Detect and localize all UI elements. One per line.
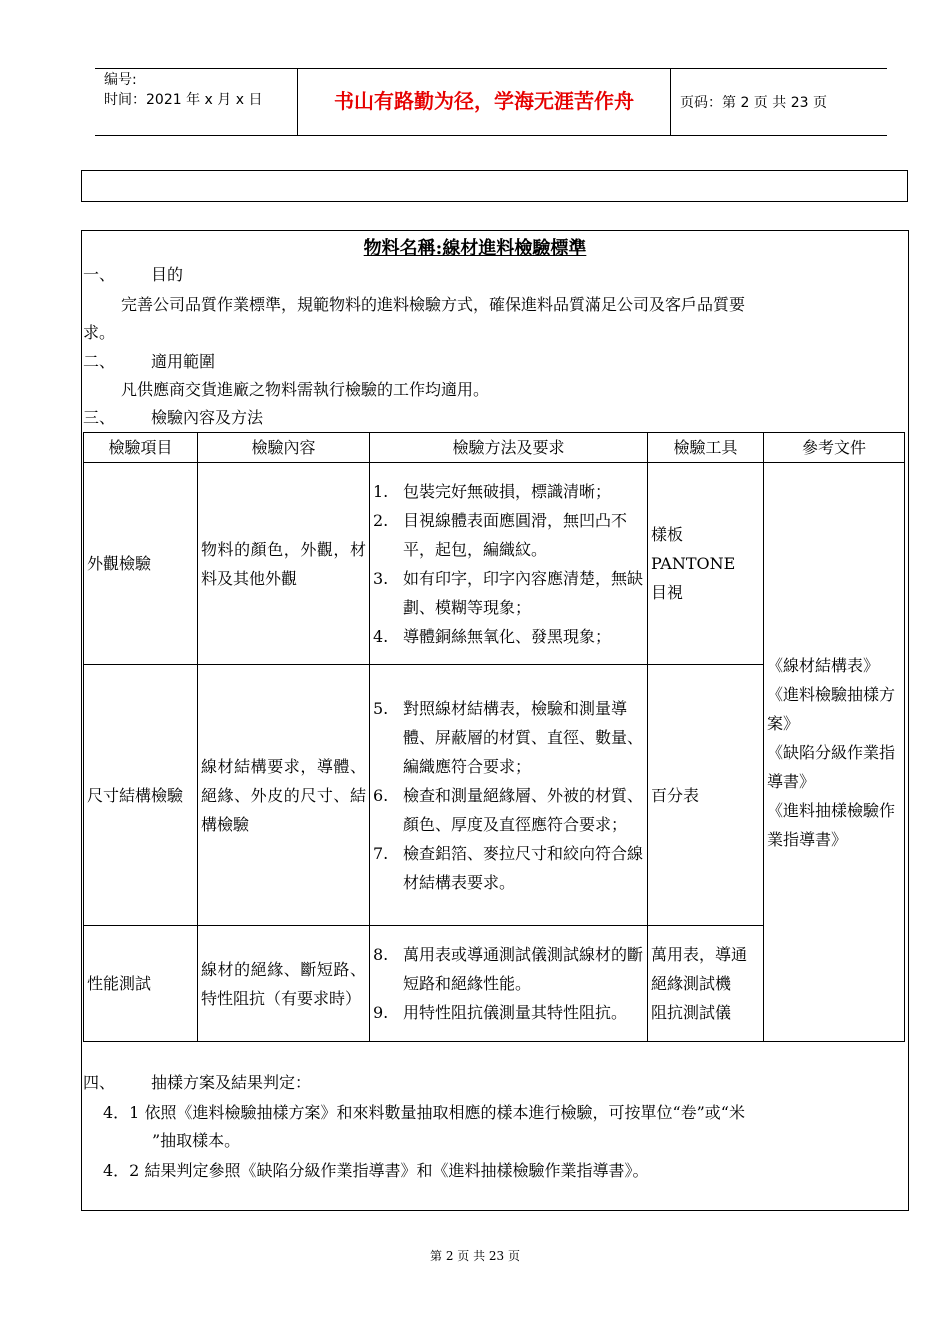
item-cell: 外觀檢驗: [84, 463, 198, 665]
inspection-table: [83, 432, 905, 1042]
tool-cell: [648, 463, 764, 665]
section-number: 一、: [83, 265, 116, 284]
reference-item: 《進料抽樣檢驗作業指導書》: [767, 800, 896, 849]
time-label: 时间：2021 年 x 月 x 日: [104, 92, 263, 108]
reference-item: 《進料檢驗抽樣方案》: [767, 684, 896, 733]
header-cell: 參考文件: [764, 433, 905, 463]
tool-item: 樣板: [651, 525, 684, 544]
table-row: [84, 463, 905, 665]
method-item: 8. 萬用表或導通測試儀測試線材的斷短路和絕緣性能。: [373, 945, 644, 993]
content-cell: 線材結構要求，導體、絕緣、外皮的尺寸、結構檢驗: [198, 665, 370, 926]
header-page-label: 页码：第 2 页 共 23 页: [680, 95, 827, 111]
section-title: 抽樣方案及結果判定：: [151, 1073, 312, 1092]
tool-item: 百分表: [651, 785, 700, 805]
section-4-item-1-cont: ”抽取樣本。: [152, 1131, 241, 1150]
section-4-heading: [83, 1068, 311, 1098]
header-cell: 檢驗工具: [648, 433, 764, 463]
header-cell: 檢驗項目: [84, 433, 198, 463]
code-label: 编号:: [104, 72, 137, 88]
section-number: 二、: [83, 352, 116, 371]
section-title: 檢驗內容及方法: [151, 408, 264, 427]
tool-cell: [648, 665, 764, 926]
section-title: 適用範圍: [151, 352, 216, 371]
header-cell: 檢驗方法及要求: [370, 433, 648, 463]
header-divider: [670, 68, 671, 135]
header-bottom-rule: [95, 135, 887, 136]
tool-item: 阻抗測試儀: [651, 1003, 732, 1022]
section-title: 目的: [151, 265, 184, 284]
section-1-text-cont: 求。: [83, 323, 116, 342]
method-item: 4. 導體銅絲無氧化、發黑現象；: [373, 626, 612, 646]
section-number: 三、: [83, 408, 116, 427]
content-cell: 線材的絕緣、斷短路、特性阻抗（有要求時）: [198, 926, 370, 1042]
method-cell: [370, 665, 648, 926]
tool-item: 萬用表，導通絕緣測試機: [651, 945, 748, 993]
method-cell: [370, 463, 648, 665]
table-header-row: [84, 433, 905, 463]
reference-cell: [764, 463, 905, 1042]
header-cell: 檢驗內容: [198, 433, 370, 463]
method-item: 1. 包裝完好無破損，標識清晰；: [373, 481, 612, 501]
empty-header-box: [81, 170, 908, 202]
tool-cell: [648, 926, 764, 1042]
header-meta: [104, 70, 262, 110]
section-4-item-1: 4．1 依照《進料檢驗抽樣方案》和來料數量抽取相應的樣本進行檢驗，可按單位“卷”或“米: [103, 1103, 745, 1122]
section-4-item-2: 4．2 結果判定參照《缺陷分級作業指導書》和《進料抽樣檢驗作業指導書》。: [103, 1161, 649, 1180]
item-cell: 尺寸結構檢驗: [84, 665, 198, 926]
section-1-text: 完善公司品質作業標準，規範物料的進料檢驗方式，確保進料品質滿足公司及客戶品質要: [121, 295, 746, 314]
method-item: 5. 對照線材結構表，檢驗和測量導體、屏蔽層的材質、直徑、數量、編織應符合要求；: [373, 698, 644, 776]
section-3-heading: [83, 403, 263, 433]
method-item: 3. 如有印字，印字內容應清楚，無缺劃、模糊等現象；: [373, 568, 644, 617]
method-item: 6. 檢查和測量絕緣層、外被的材質、顏色、厚度及直徑應符合要求；: [373, 785, 644, 834]
section-number: 四、: [83, 1073, 116, 1092]
method-cell: [370, 926, 648, 1042]
method-item: 2. 目視線體表面應圓滑，無凹凸不平，起包，編織紋。: [373, 510, 628, 559]
content-cell: 物料的顏色，外觀，材料及其他外觀: [198, 463, 370, 665]
reference-item: 《缺陷分級作業指導書》: [767, 742, 896, 791]
section-1-heading: [83, 260, 183, 290]
method-item: 9. 用特性阻抗儀測量其特性阻抗。: [373, 1003, 628, 1022]
item-cell: 性能測試: [84, 926, 198, 1042]
section-2-text: 凡供應商交貨進廠之物料需執行檢驗的工作均適用。: [121, 380, 490, 399]
method-item: 7. 檢查鋁箔、麥拉尺寸和絞向符合線材結構表要求。: [373, 843, 644, 892]
section-2-heading: [83, 347, 215, 377]
header-motto: 书山有路勤为径，学海无涯苦作舟: [334, 89, 634, 113]
page-footer: 第 2 页 共 23 页: [430, 1249, 520, 1263]
tool-item: PANTONE: [651, 554, 736, 573]
reference-item: 《線材結構表》: [767, 655, 880, 675]
document-title: 物料名稱:線材進料檢驗標準: [363, 238, 587, 259]
tool-item: 目視: [651, 583, 684, 602]
